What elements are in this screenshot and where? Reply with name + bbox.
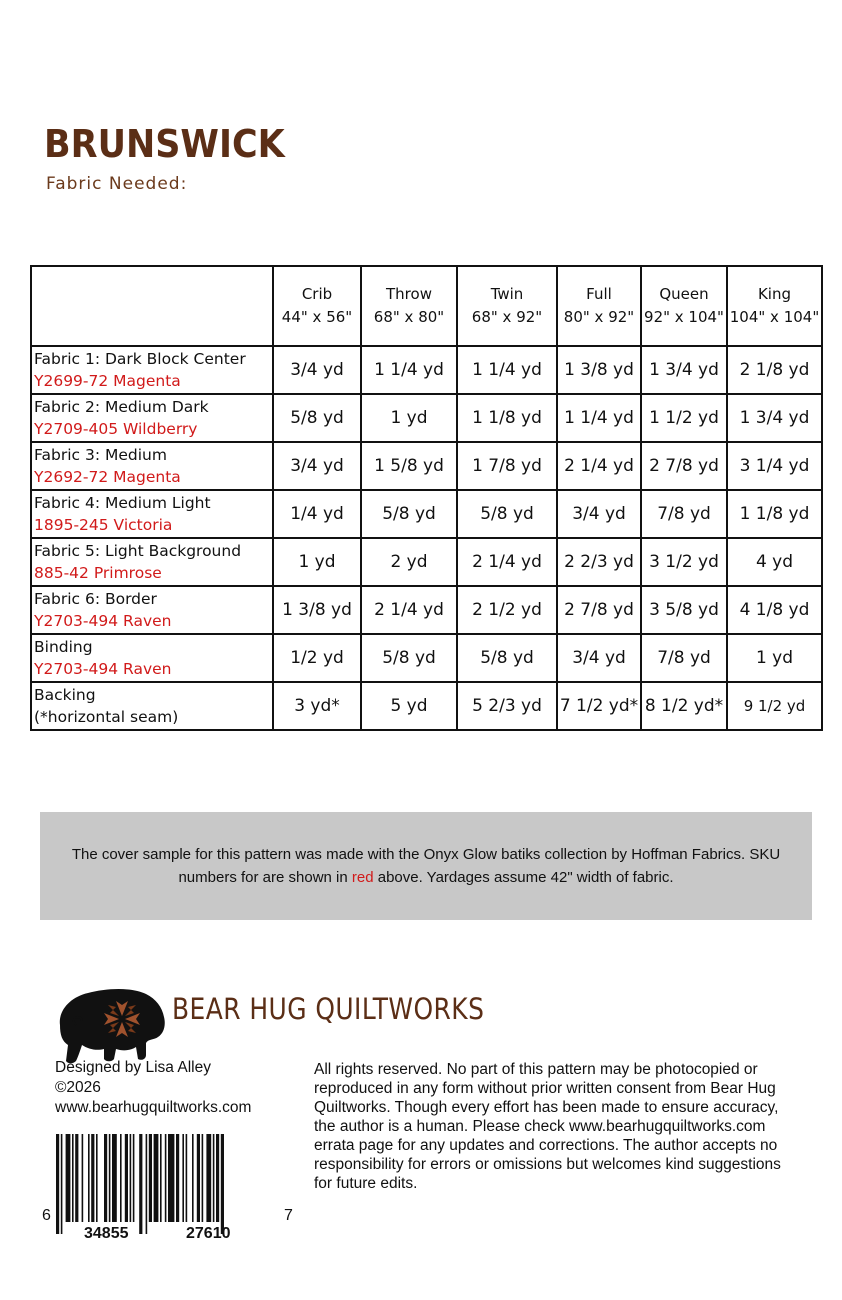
barcode-bar bbox=[120, 1134, 122, 1222]
brand-name: BEAR HUG QUILTWORKS bbox=[172, 992, 485, 1026]
barcode-icon bbox=[40, 1134, 302, 1244]
yardage-cell: 2 1/4 yd bbox=[457, 538, 557, 586]
table-row bbox=[31, 634, 822, 682]
fabric-label-cell bbox=[31, 682, 273, 730]
yardage-cell: 1 1/4 yd bbox=[557, 394, 641, 442]
barcode-bar bbox=[216, 1134, 219, 1222]
barcode-bar bbox=[61, 1134, 63, 1234]
fabric-label-cell bbox=[31, 538, 273, 586]
size-dimensions: 68" x 92" bbox=[471, 308, 543, 326]
yardage-cell: 1 yd bbox=[361, 394, 457, 442]
yardage-cell: 5/8 yd bbox=[361, 490, 457, 538]
column-header bbox=[727, 266, 822, 346]
yardage-cell: 3/4 yd bbox=[557, 490, 641, 538]
yardage-cell: 7/8 yd bbox=[641, 634, 727, 682]
yardage-cell: 2 7/8 yd bbox=[641, 442, 727, 490]
yardage-cell: 9 1/2 yd bbox=[727, 682, 822, 730]
fabric-label-cell bbox=[31, 490, 273, 538]
yardage-cell: 1 3/8 yd bbox=[557, 346, 641, 394]
yardage-cell: 5 yd bbox=[361, 682, 457, 730]
fabric-name: Fabric 6: Border bbox=[34, 590, 157, 608]
bear-logo-icon bbox=[54, 985, 168, 1065]
barcode-bar bbox=[146, 1134, 148, 1234]
yardage-cell: 3/4 yd bbox=[273, 442, 361, 490]
barcode-bar bbox=[154, 1134, 159, 1222]
table-row bbox=[31, 442, 822, 490]
fabric-label-cell bbox=[31, 586, 273, 634]
size-name: Crib bbox=[301, 285, 333, 303]
barcode-group-1: 34855 bbox=[84, 1225, 129, 1242]
column-header bbox=[457, 266, 557, 346]
size-dimensions: 92" x 104" bbox=[644, 308, 724, 326]
column-header bbox=[273, 266, 361, 346]
barcode-last-digit: 7 bbox=[284, 1207, 293, 1224]
size-dimensions: 44" x 56" bbox=[281, 308, 353, 326]
barcode-bar bbox=[66, 1134, 71, 1222]
barcode-bar bbox=[160, 1134, 162, 1222]
fabric-sku: Y2699-72 Magenta bbox=[34, 372, 181, 390]
yardage-cell: 5/8 yd bbox=[457, 490, 557, 538]
table-row bbox=[31, 586, 822, 634]
note-text-after: above. Yardages assume 42" width of fabric. bbox=[373, 869, 674, 886]
yardage-cell: 3/4 yd bbox=[273, 346, 361, 394]
fabric-label-cell bbox=[31, 346, 273, 394]
fabric-requirements-table bbox=[30, 265, 823, 731]
size-name: Full bbox=[586, 285, 612, 303]
yardage-cell: 2 1/4 yd bbox=[557, 442, 641, 490]
table-row bbox=[31, 538, 822, 586]
note-red-word: red bbox=[351, 869, 374, 886]
size-name: Throw bbox=[386, 285, 432, 303]
yardage-cell: 3 1/4 yd bbox=[727, 442, 822, 490]
barcode-group-2: 27610 bbox=[186, 1225, 231, 1242]
column-header bbox=[557, 266, 641, 346]
yardage-cell: 2 1/4 yd bbox=[361, 586, 457, 634]
barcode-bar bbox=[91, 1134, 94, 1222]
yardage-cell: 1 1/4 yd bbox=[361, 346, 457, 394]
barcode-bar bbox=[192, 1134, 194, 1222]
fabric-sku: Y2703-494 Raven bbox=[34, 612, 172, 630]
fabric-name: Fabric 3: Medium bbox=[34, 446, 167, 464]
fabric-sku: Y2703-494 Raven bbox=[34, 660, 172, 678]
barcode-bar bbox=[125, 1134, 128, 1222]
barcode-bar bbox=[206, 1134, 211, 1222]
website-link[interactable]: www.bearhugquiltworks.com bbox=[55, 1099, 252, 1116]
barcode-bar bbox=[139, 1134, 142, 1234]
barcode-bar bbox=[213, 1134, 215, 1222]
credits-block bbox=[55, 1058, 251, 1118]
yardage-cell: 1 yd bbox=[273, 538, 361, 586]
fabric-note-box bbox=[40, 812, 812, 920]
yardage-cell: 1 1/8 yd bbox=[727, 490, 822, 538]
barcode-bar bbox=[133, 1134, 135, 1222]
size-name: Twin bbox=[490, 285, 524, 303]
fabric-label-cell bbox=[31, 634, 273, 682]
barcode-bar bbox=[96, 1134, 98, 1222]
table-row bbox=[31, 490, 822, 538]
barcode-bar bbox=[176, 1134, 179, 1222]
yardage-cell: 2 1/2 yd bbox=[457, 586, 557, 634]
yardage-cell: 4 yd bbox=[727, 538, 822, 586]
fabric-name: Fabric 5: Light Background bbox=[34, 542, 242, 560]
barcode-bar bbox=[112, 1134, 117, 1222]
yardage-cell: 7/8 yd bbox=[641, 490, 727, 538]
column-header bbox=[641, 266, 727, 346]
barcode-bar bbox=[104, 1134, 107, 1222]
fabric-name: Fabric 4: Medium Light bbox=[34, 494, 211, 512]
rights-statement: All rights reserved. No part of this pattern may be photocopied or reproduced in any form without prior written consent from Bear Hug Quiltworks. Though every effort has been made to ensure accuracy, the author is a human. Please check www.bearhugquiltworks.com errata page for any updates and corrections. The author accepts no responsibility for errors or omissions but welcomes kind suggestions for future edits. bbox=[314, 1061, 781, 1192]
size-dimensions: 80" x 92" bbox=[563, 308, 635, 326]
yardage-cell: 2 7/8 yd bbox=[557, 586, 641, 634]
yardage-cell: 1 5/8 yd bbox=[361, 442, 457, 490]
barcode-bar bbox=[186, 1134, 188, 1222]
yardage-cell: 1 3/8 yd bbox=[273, 586, 361, 634]
yardage-cell: 1/4 yd bbox=[273, 490, 361, 538]
fabric-name: Binding bbox=[34, 638, 93, 656]
table-row bbox=[31, 394, 822, 442]
fabric-name: Fabric 2: Medium Dark bbox=[34, 398, 209, 416]
fabric-sku: 1895-245 Victoria bbox=[34, 516, 173, 534]
yardage-cell: 2 2/3 yd bbox=[557, 538, 641, 586]
designer-credit: Designed by Lisa Alley bbox=[55, 1059, 211, 1076]
barcode-bar bbox=[202, 1134, 204, 1222]
fabric-label-cell bbox=[31, 394, 273, 442]
yardage-cell: 1 7/8 yd bbox=[457, 442, 557, 490]
yardage-cell: 3 yd* bbox=[273, 682, 361, 730]
table-row bbox=[31, 682, 822, 730]
yardage-cell: 2 yd bbox=[361, 538, 457, 586]
barcode-bar bbox=[168, 1134, 174, 1222]
size-dimensions: 104" x 104" bbox=[729, 308, 820, 326]
yardage-cell: 5/8 yd bbox=[273, 394, 361, 442]
yardage-cell: 7 1/2 yd* bbox=[557, 682, 641, 730]
fabric-note-text bbox=[56, 843, 796, 889]
yardage-cell: 1 3/4 yd bbox=[727, 394, 822, 442]
barcode-bar bbox=[197, 1134, 200, 1222]
table-row bbox=[31, 346, 822, 394]
barcode-bar bbox=[72, 1134, 74, 1222]
barcode-bar bbox=[149, 1134, 152, 1222]
yardage-cell: 1 1/2 yd bbox=[641, 394, 727, 442]
yardage-cell: 5 2/3 yd bbox=[457, 682, 557, 730]
copyright-year: ©2026 bbox=[55, 1079, 101, 1096]
column-header bbox=[361, 266, 457, 346]
yardage-cell: 1 1/4 yd bbox=[457, 346, 557, 394]
barcode-bar bbox=[182, 1134, 184, 1222]
size-name: King bbox=[757, 285, 792, 303]
barcode-first-digit: 6 bbox=[42, 1207, 51, 1224]
barcode-bar bbox=[109, 1134, 111, 1222]
yardage-cell: 4 1/8 yd bbox=[727, 586, 822, 634]
barcode-bar bbox=[75, 1134, 78, 1222]
fabric-needed-subtitle: Fabric Needed: bbox=[46, 174, 188, 194]
barcode-bar bbox=[165, 1134, 167, 1222]
fabric-name: Backing bbox=[34, 686, 96, 704]
header-blank-cell bbox=[31, 266, 273, 346]
yardage-cell: 1 yd bbox=[727, 634, 822, 682]
yardage-cell: 3 5/8 yd bbox=[641, 586, 727, 634]
barcode-bar bbox=[130, 1134, 132, 1222]
yardage-cell: 1/2 yd bbox=[273, 634, 361, 682]
barcode-bar bbox=[82, 1134, 84, 1222]
barcode-bar bbox=[221, 1134, 224, 1234]
barcode-bar bbox=[56, 1134, 59, 1234]
yardage-cell: 3/4 yd bbox=[557, 634, 641, 682]
fabric-sku: 885-42 Primrose bbox=[34, 564, 162, 582]
note-text-before: The cover sample for this pattern was made with the Onyx Glow batiks collection by Hoffman Fabrics. SKU numbers for are shown in bbox=[71, 846, 781, 886]
table-header-row bbox=[31, 266, 822, 346]
pattern-title: BRUNSWICK bbox=[44, 122, 285, 166]
fabric-sku: (*horizontal seam) bbox=[34, 708, 179, 726]
yardage-cell: 2 1/8 yd bbox=[727, 346, 822, 394]
yardage-cell: 5/8 yd bbox=[457, 634, 557, 682]
yardage-cell: 3 1/2 yd bbox=[641, 538, 727, 586]
fabric-sku: Y2692-72 Magenta bbox=[34, 468, 181, 486]
barcode-bar bbox=[88, 1134, 90, 1222]
yardage-cell: 5/8 yd bbox=[361, 634, 457, 682]
fabric-sku: Y2709-405 Wildberry bbox=[34, 420, 198, 438]
yardage-cell: 1 3/4 yd bbox=[641, 346, 727, 394]
size-dimensions: 68" x 80" bbox=[373, 308, 445, 326]
yardage-cell: 1 1/8 yd bbox=[457, 394, 557, 442]
size-name: Queen bbox=[659, 285, 709, 303]
fabric-label-cell bbox=[31, 442, 273, 490]
fabric-name: Fabric 1: Dark Block Center bbox=[34, 350, 246, 368]
yardage-cell: 8 1/2 yd* bbox=[641, 682, 727, 730]
